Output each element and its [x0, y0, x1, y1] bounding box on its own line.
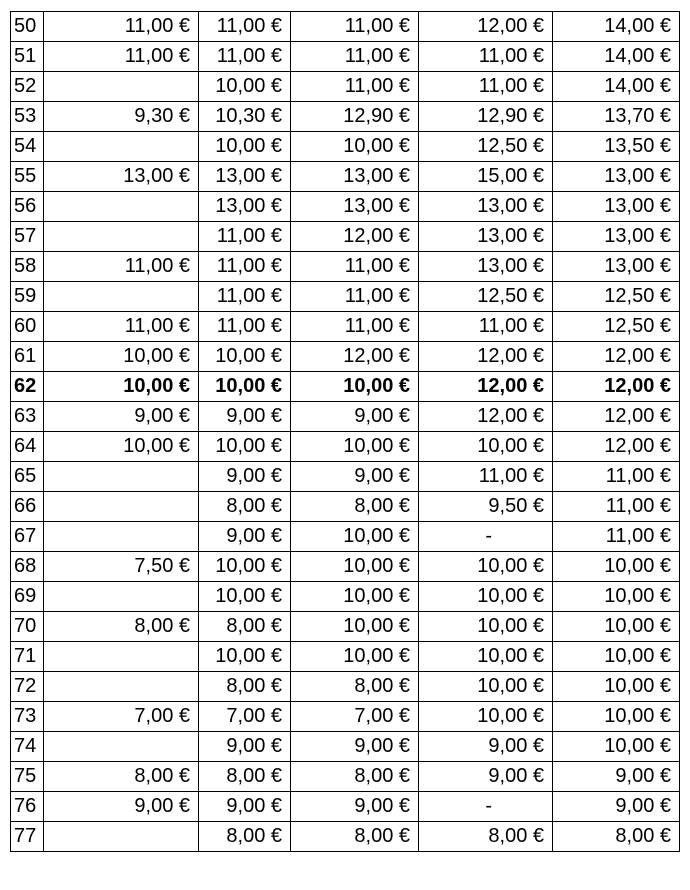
price-cell[interactable]: 11,00 € [553, 492, 680, 522]
price-cell[interactable]: 13,00 € [419, 222, 553, 252]
price-cell[interactable]: 13,00 € [553, 222, 680, 252]
price-cell[interactable]: 10,00 € [291, 642, 419, 672]
price-cell[interactable]: 10,00 € [419, 552, 553, 582]
price-cell[interactable]: 9,00 € [199, 522, 291, 552]
table-row [11, 702, 680, 732]
price-cell[interactable]: 11,00 € [44, 252, 199, 282]
price-cell[interactable]: 12,00 € [291, 342, 419, 372]
row-number-cell[interactable]: 70 [11, 612, 44, 642]
table-row [11, 42, 680, 72]
price-cell[interactable]: 11,00 € [419, 72, 553, 102]
price-cell[interactable]: 10,00 € [553, 642, 680, 672]
table-row [11, 162, 680, 192]
price-cell[interactable]: 10,00 € [419, 582, 553, 612]
price-cell[interactable]: 10,00 € [419, 642, 553, 672]
price-cell[interactable] [44, 462, 199, 492]
price-cell[interactable]: 11,00 € [419, 462, 553, 492]
table-row [11, 462, 680, 492]
price-cell[interactable]: 12,50 € [419, 282, 553, 312]
price-cell[interactable]: 10,00 € [419, 612, 553, 642]
price-cell[interactable]: 10,00 € [199, 132, 291, 162]
price-cell[interactable]: 10,00 € [199, 342, 291, 372]
table-row [11, 402, 680, 432]
price-cell[interactable]: 8,00 € [44, 612, 199, 642]
price-cell[interactable]: 10,00 € [291, 612, 419, 642]
price-cell[interactable]: 11,00 € [199, 252, 291, 282]
row-number-cell[interactable]: 64 [11, 432, 44, 462]
price-cell[interactable]: 10,00 € [419, 432, 553, 462]
price-cell[interactable]: 12,00 € [291, 222, 419, 252]
row-number-cell[interactable]: 77 [11, 822, 44, 852]
price-cell[interactable]: 8,00 € [291, 672, 419, 702]
price-cell[interactable]: 9,00 € [291, 732, 419, 762]
price-cell[interactable]: 11,00 € [291, 72, 419, 102]
price-cell[interactable]: 12,90 € [291, 102, 419, 132]
price-cell[interactable]: 11,00 € [553, 522, 680, 552]
price-cell[interactable]: 13,00 € [44, 162, 199, 192]
row-number-cell[interactable]: 61 [11, 342, 44, 372]
price-table [10, 11, 680, 852]
price-cell[interactable]: 15,00 € [419, 162, 553, 192]
table-row [11, 552, 680, 582]
price-cell[interactable]: 13,00 € [199, 192, 291, 222]
price-table-body [11, 12, 680, 852]
price-cell[interactable]: 14,00 € [553, 72, 680, 102]
price-cell[interactable]: 10,00 € [44, 372, 199, 402]
price-cell[interactable]: 13,00 € [419, 252, 553, 282]
price-cell[interactable]: 10,30 € [199, 102, 291, 132]
table-row [11, 342, 680, 372]
price-cell[interactable]: 9,50 € [419, 492, 553, 522]
price-cell[interactable]: 12,00 € [553, 372, 680, 402]
table-row [11, 672, 680, 702]
price-cell[interactable]: 13,00 € [199, 162, 291, 192]
price-cell[interactable]: 9,00 € [199, 402, 291, 432]
price-cell[interactable]: 10,00 € [291, 552, 419, 582]
row-number-cell[interactable]: 65 [11, 462, 44, 492]
price-cell[interactable]: 7,50 € [44, 552, 199, 582]
price-cell[interactable] [44, 132, 199, 162]
price-cell[interactable]: 11,00 € [44, 312, 199, 342]
price-cell[interactable] [44, 192, 199, 222]
row-number-cell[interactable]: 75 [11, 762, 44, 792]
price-cell[interactable]: 10,00 € [553, 552, 680, 582]
price-cell[interactable]: 11,00 € [291, 12, 419, 42]
price-cell[interactable]: 9,30 € [44, 102, 199, 132]
price-cell[interactable]: 12,90 € [419, 102, 553, 132]
price-cell[interactable]: - [419, 792, 553, 822]
price-cell[interactable]: 11,00 € [419, 312, 553, 342]
price-cell[interactable]: 10,00 € [199, 582, 291, 612]
price-cell[interactable]: 11,00 € [199, 312, 291, 342]
row-number-cell[interactable]: 60 [11, 312, 44, 342]
price-cell[interactable]: 7,00 € [44, 702, 199, 732]
row-number-cell[interactable]: 58 [11, 252, 44, 282]
row-number-cell[interactable]: 50 [11, 12, 44, 42]
price-cell[interactable]: 11,00 € [199, 42, 291, 72]
price-cell[interactable]: 10,00 € [199, 552, 291, 582]
price-cell[interactable]: 12,00 € [419, 402, 553, 432]
price-cell[interactable]: 11,00 € [199, 12, 291, 42]
row-number-cell[interactable]: 72 [11, 672, 44, 702]
price-cell[interactable]: 12,00 € [553, 342, 680, 372]
price-cell[interactable]: 9,00 € [199, 732, 291, 762]
price-cell[interactable]: 12,50 € [419, 132, 553, 162]
price-cell[interactable]: 9,00 € [419, 732, 553, 762]
price-cell[interactable]: 8,00 € [419, 822, 553, 852]
price-cell[interactable]: 11,00 € [44, 42, 199, 72]
price-cell[interactable]: 11,00 € [291, 312, 419, 342]
table-row [11, 792, 680, 822]
price-cell[interactable]: 8,00 € [199, 492, 291, 522]
row-number-cell[interactable]: 54 [11, 132, 44, 162]
price-cell[interactable]: 9,00 € [291, 402, 419, 432]
price-cell[interactable]: 14,00 € [553, 42, 680, 72]
price-cell[interactable]: 10,00 € [291, 432, 419, 462]
price-cell[interactable]: 11,00 € [553, 462, 680, 492]
price-cell[interactable]: 10,00 € [291, 372, 419, 402]
price-cell[interactable]: 10,00 € [199, 72, 291, 102]
price-cell[interactable]: 8,00 € [199, 612, 291, 642]
table-row [11, 222, 680, 252]
price-cell[interactable]: 10,00 € [291, 132, 419, 162]
table-row [11, 132, 680, 162]
price-cell[interactable]: 12,00 € [419, 12, 553, 42]
price-cell[interactable] [44, 672, 199, 702]
price-cell[interactable]: 10,00 € [419, 672, 553, 702]
row-number-cell[interactable]: 51 [11, 42, 44, 72]
price-cell[interactable]: 11,00 € [291, 252, 419, 282]
row-number-cell[interactable]: 67 [11, 522, 44, 552]
price-cell[interactable] [44, 642, 199, 672]
price-cell[interactable]: 9,00 € [199, 792, 291, 822]
price-cell[interactable]: 11,00 € [291, 282, 419, 312]
price-cell[interactable]: 8,00 € [291, 492, 419, 522]
price-cell[interactable]: 9,00 € [291, 462, 419, 492]
price-cell[interactable]: 14,00 € [553, 12, 680, 42]
row-number-cell[interactable]: 68 [11, 552, 44, 582]
row-number-cell[interactable]: 74 [11, 732, 44, 762]
row-number-cell[interactable]: 55 [11, 162, 44, 192]
table-row [11, 582, 680, 612]
price-cell[interactable] [44, 72, 199, 102]
row-number-cell[interactable]: 53 [11, 102, 44, 132]
price-cell[interactable]: 10,00 € [419, 702, 553, 732]
price-cell[interactable]: 13,70 € [553, 102, 680, 132]
table-row [11, 522, 680, 552]
price-cell[interactable] [44, 822, 199, 852]
price-cell[interactable]: - [419, 522, 553, 552]
row-number-cell[interactable]: 62 [11, 372, 44, 402]
price-cell[interactable]: 10,00 € [553, 582, 680, 612]
table-row [11, 282, 680, 312]
table-row [11, 492, 680, 522]
price-cell[interactable]: 10,00 € [44, 342, 199, 372]
price-cell[interactable]: 13,00 € [553, 252, 680, 282]
price-cell[interactable]: 13,00 € [291, 192, 419, 222]
price-cell[interactable]: 13,00 € [553, 162, 680, 192]
price-cell[interactable]: 12,50 € [553, 282, 680, 312]
table-row [11, 252, 680, 282]
table-row [11, 12, 680, 42]
price-cell[interactable]: 13,50 € [553, 132, 680, 162]
price-cell[interactable]: 8,00 € [199, 672, 291, 702]
price-cell[interactable]: 9,00 € [199, 462, 291, 492]
price-cell[interactable] [44, 222, 199, 252]
price-cell[interactable]: 8,00 € [44, 762, 199, 792]
price-cell[interactable]: 10,00 € [199, 372, 291, 402]
row-number-cell[interactable]: 56 [11, 192, 44, 222]
price-cell[interactable]: 11,00 € [419, 42, 553, 72]
price-cell[interactable] [44, 732, 199, 762]
price-cell[interactable]: 11,00 € [44, 12, 199, 42]
row-number-cell[interactable]: 66 [11, 492, 44, 522]
row-number-cell[interactable]: 69 [11, 582, 44, 612]
table-row [11, 102, 680, 132]
price-cell[interactable]: 9,00 € [44, 792, 199, 822]
table-row [11, 312, 680, 342]
price-cell[interactable]: 8,00 € [291, 762, 419, 792]
price-cell[interactable]: 8,00 € [199, 822, 291, 852]
price-cell[interactable]: 10,00 € [553, 732, 680, 762]
price-cell[interactable]: 8,00 € [553, 822, 680, 852]
row-number-cell[interactable]: 57 [11, 222, 44, 252]
table-row [11, 732, 680, 762]
price-cell[interactable]: 12,00 € [553, 432, 680, 462]
price-cell[interactable]: 10,00 € [553, 612, 680, 642]
price-cell[interactable]: 10,00 € [199, 642, 291, 672]
table-row [11, 612, 680, 642]
price-cell[interactable]: 13,00 € [291, 162, 419, 192]
price-cell[interactable]: 7,00 € [199, 702, 291, 732]
price-cell[interactable] [44, 582, 199, 612]
price-cell[interactable] [44, 522, 199, 552]
price-cell[interactable]: 9,00 € [553, 762, 680, 792]
price-cell[interactable]: 13,00 € [419, 192, 553, 222]
price-cell[interactable]: 12,00 € [553, 402, 680, 432]
price-cell[interactable]: 11,00 € [199, 282, 291, 312]
price-cell[interactable]: 9,00 € [291, 792, 419, 822]
row-number-cell[interactable]: 59 [11, 282, 44, 312]
row-number-cell[interactable]: 76 [11, 792, 44, 822]
price-cell[interactable]: 10,00 € [199, 432, 291, 462]
row-number-cell[interactable]: 73 [11, 702, 44, 732]
table-row [11, 72, 680, 102]
price-cell[interactable]: 7,00 € [291, 702, 419, 732]
price-cell[interactable]: 12,50 € [553, 312, 680, 342]
price-cell[interactable]: 10,00 € [553, 672, 680, 702]
row-number-cell[interactable]: 63 [11, 402, 44, 432]
table-row [11, 822, 680, 852]
row-number-cell[interactable]: 71 [11, 642, 44, 672]
price-cell[interactable]: 9,00 € [553, 792, 680, 822]
price-cell[interactable]: 8,00 € [199, 762, 291, 792]
price-cell[interactable]: 10,00 € [291, 582, 419, 612]
table-row [11, 762, 680, 792]
price-cell[interactable]: 11,00 € [199, 222, 291, 252]
price-cell[interactable]: 8,00 € [291, 822, 419, 852]
price-cell[interactable]: 11,00 € [291, 42, 419, 72]
price-cell[interactable] [44, 492, 199, 522]
row-number-cell[interactable]: 52 [11, 72, 44, 102]
price-cell[interactable]: 12,00 € [419, 372, 553, 402]
price-cell[interactable]: 12,00 € [419, 342, 553, 372]
price-cell[interactable]: 10,00 € [291, 522, 419, 552]
price-cell[interactable]: 13,00 € [553, 192, 680, 222]
table-row [11, 642, 680, 672]
table-row [11, 372, 680, 402]
price-cell[interactable]: 9,00 € [419, 762, 553, 792]
table-row [11, 192, 680, 222]
price-cell[interactable]: 10,00 € [44, 432, 199, 462]
price-cell[interactable]: 9,00 € [44, 402, 199, 432]
table-row [11, 432, 680, 462]
price-cell[interactable]: 10,00 € [553, 702, 680, 732]
price-cell[interactable] [44, 282, 199, 312]
